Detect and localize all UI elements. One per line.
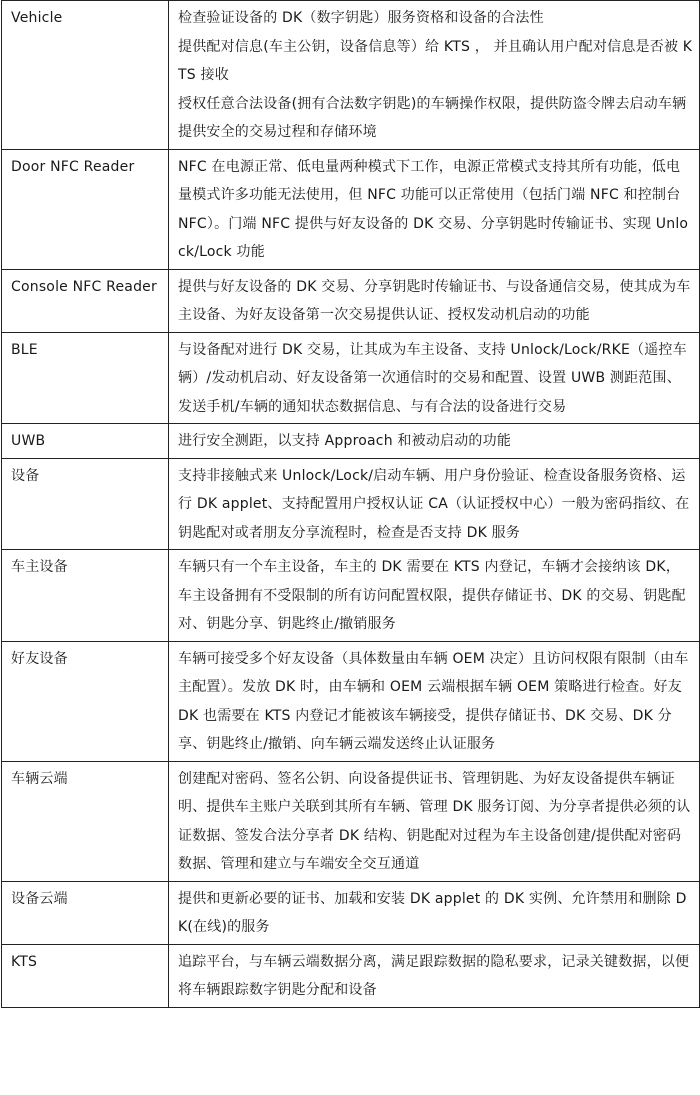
table-row (2, 149, 700, 269)
row-term: BLE (2, 332, 169, 424)
table-row (2, 550, 700, 642)
description-line: 提供和更新必要的证书、加载和安装 DK applet 的 DK 实例、允许禁用和删除 DK(在线)的服务 (178, 890, 687, 935)
table-row (2, 1, 700, 150)
table-row (2, 269, 700, 332)
table-row (2, 641, 700, 761)
row-description (169, 269, 700, 332)
row-term: 好友设备 (2, 641, 169, 761)
row-description (169, 944, 700, 1007)
table-row (2, 332, 700, 424)
row-term: Console NFC Reader (2, 269, 169, 332)
row-description (169, 641, 700, 761)
table-row (2, 458, 700, 550)
row-description (169, 424, 700, 459)
description-line: 授权任意合法设备(拥有合法数字钥匙)的车辆操作权限，提供防盗令牌去启动车辆 (178, 95, 687, 112)
row-term: 设备 (2, 458, 169, 550)
description-line: 提供与好友设备的 DK 交易、分享钥匙时传输证书、与设备通信交易，使其成为车主设备、为好友设备第一次交易提供认证、授权发动机启动的功能 (178, 278, 691, 323)
description-line: 提供安全的交易过程和存储环境 (178, 124, 377, 140)
description-line: 与设备配对进行 DK 交易，让其成为车主设备、支持 Unlock/Lock/RKE（遥控车辆）/发动机启动、好友设备第一次通信时的交易和配置、设置 UWB 测距范围、发送手机/车辆的通知状态数据信息、与有合法的设备进行交易 (178, 341, 687, 415)
table-row (2, 881, 700, 944)
spec-table-body (2, 1, 700, 1008)
row-description (169, 1, 700, 150)
row-description (169, 458, 700, 550)
row-term: UWB (2, 424, 169, 459)
row-description (169, 332, 700, 424)
description-line: 车辆只有一个车主设备，车主的 DK 需要在 KTS 内登记，车辆才会接纳该 DK，车主设备拥有不受限制的所有访问配置权限，提供存储证书、DK 的交易、钥匙配对、钥匙分享、钥匙终止/撤销服务 (178, 559, 686, 632)
spec-table (1, 0, 700, 1008)
row-description (169, 761, 700, 881)
row-term: KTS (2, 944, 169, 1007)
row-term: Door NFC Reader (2, 149, 169, 269)
row-description (169, 550, 700, 642)
table-row (2, 761, 700, 881)
description-line: 提供配对信息(车主公钥，设备信息等）给 KTS ， 并且确认用户配对信息是否被 KTS 接收 (178, 38, 693, 83)
description-line: 进行安全测距，以支持 Approach 和被动启动的功能 (178, 433, 512, 449)
row-term: 车辆云端 (2, 761, 169, 881)
table-row (2, 424, 700, 459)
row-term: Vehicle (2, 1, 169, 150)
row-term: 车主设备 (2, 550, 169, 642)
description-line: 车辆可接受多个好友设备（具体数量由车辆 OEM 决定）且访问权限有限制（由车主配置）。发放 DK 时，由车辆和 OEM 云端根据车辆 OEM 策略进行检查。好友 DK 也需要在 KTS 内登记才能被该车辆接受，提供存储证书、DK 交易、DK 分享、钥匙终止/撤销、向车辆云端发送终止认证服务 (178, 650, 689, 752)
description-line: 创建配对密码、签名公钥、向设备提供证书、管理钥匙、为好友设备提供车辆证明、提供车主账户关联到其所有车辆、管理 DK 服务订阅、为分享者提供必须的认证数据、签发合法分享者 DK 结构、钥匙配对过程为车主设备创建/提供配对密码数据、管理和建立与车端安全交互通道 (178, 770, 691, 872)
table-row (2, 944, 700, 1007)
description-line: 追踪平台，与车辆云端数据分离，满足跟踪数据的隐私要求，记录关键数据，以便将车辆跟踪数字钥匙分配和设备 (178, 953, 690, 998)
row-term: 设备云端 (2, 881, 169, 944)
row-description (169, 149, 700, 269)
row-description (169, 881, 700, 944)
description-line: 支持非接触式来 Unlock/Lock/启动车辆、用户身份验证、检查设备服务资格、运行 DK applet、支持配置用户授权认证 CA（认证授权中心）一般为密码指纹、在钥匙配对或者朋友分享流程时，检查是否支持 DK 服务 (178, 467, 690, 541)
description-line: NFC 在电源正常、低电量两种模式下工作，电源正常模式支持其所有功能，低电量模式许多功能无法使用，但 NFC 功能可以正常使用（包括门端 NFC 和控制台 NFC）。门端 NFC 提供与好友设备的 DK 交易、分享钥匙时传输证书、实现 Unlock/Lock 功能 (178, 158, 689, 260)
description-line: 检查验证设备的 DK（数字钥匙）服务资格和设备的合法性 (178, 10, 544, 26)
